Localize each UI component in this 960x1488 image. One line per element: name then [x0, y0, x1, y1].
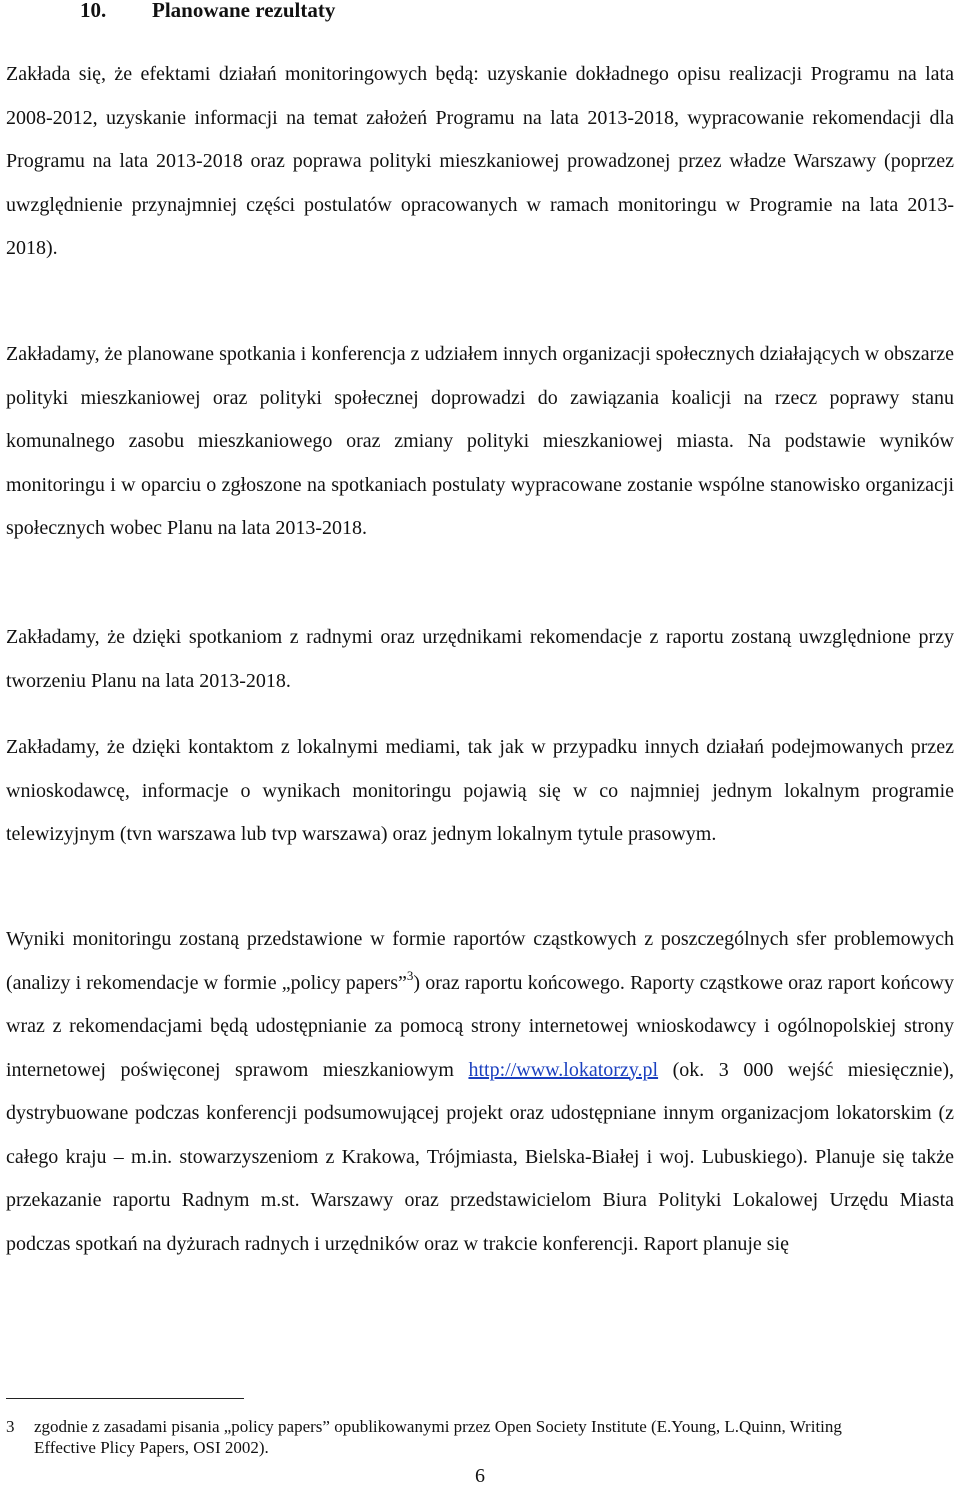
footnote-number: 3: [6, 1417, 15, 1436]
paragraph-5-part-3: (ok. 3 000 wejść miesięcznie), dystrybuowane podczas konferencji podsumowującej projekt oraz udostępniane innym organizacjom lokatorskim (z całego kraju – m.in. stowarzyszeniom z Krakowa, Trójmiasta, Bielska-Białej i woj. Lubuskiego). Planuje się także przekazanie raportu Radnym m.st. Warszawy oraz przedstawicielom Biura Polityki Lokalowej Urzędu Miasta podczas spotkań na dyżurach radnych i urzędników oraz w trakcie konferencji. Raport planuje się: [6, 1058, 954, 1255]
footnote: [6, 1416, 954, 1458]
section-title: Planowane rezultaty: [152, 0, 336, 22]
paragraph-5-part-1: Wyniki monitoringu zostaną przedstawione w formie raportów cząstkowych z poszczególnych sfer problemowych (analizy i rekomendacje w formie „policy papers”: [6, 928, 954, 994]
paragraph-5: [6, 918, 954, 1266]
footnote-text: zgodnie z zasadami pisania „policy papers” opublikowanymi przez Open Society Institute (E.Young, L.Quinn, Writing Effective Plicy Papers, OSI 2002).: [34, 1417, 842, 1457]
paragraph-1: Zakłada się, że efektami działań monitoringowych będą: uzyskanie dokładnego opisu realizacji Programu na lata 2008-2012, uzyskanie informacji na temat założeń Programu na lata 2013-2018, wypracowanie rekomendacji dla Programu na lata 2013-2018 oraz poprawa polityki mieszkaniowej prowadzonej przez władze Warszawy (poprzez uwzględnienie przynajmniej części postulatów opracowanych w ramach monitoringu w Programie na lata 2013-2018).: [6, 63, 954, 259]
page-number: 6: [475, 1465, 485, 1487]
paragraph-3: Zakładamy, że dzięki spotkaniom z radnymi oraz urzędnikami rekomendacje z raportu zostaną uwzględnione przy tworzeniu Planu na lata 2013-2018.: [6, 626, 954, 692]
section-heading: [80, 0, 335, 28]
section-number: 10.: [80, 0, 107, 22]
footnote-separator: [6, 1398, 244, 1399]
lokatorzy-link[interactable]: http://www.lokatorzy.pl: [468, 1058, 659, 1081]
paragraph-4: Zakładamy, że dzięki kontaktom z lokalnymi mediami, tak jak w przypadku innych działań podejmowanych przez wnioskodawcę, informacje o wynikach monitoringu pojawią się w co najmniej jednym lokalnym programie telewizyjnym (tvn warszawa lub tvp warszawa) oraz jednym lokalnym tytule prasowym.: [6, 736, 954, 845]
footnote-reference[interactable]: 3: [406, 967, 414, 983]
paragraph-2: Zakładamy, że planowane spotkania i konferencja z udziałem innych organizacji społecznych działających w obszarze polityki mieszkaniowej oraz polityki społecznej doprowadzi do zawiązania koalicji na rzecz poprawy stanu komunalnego zasobu mieszkaniowego oraz zmiany polityki mieszkaniowej miasta. Na podstawie wyników monitoringu i w oparciu o zgłoszone na spotkaniach postulaty wypracowane zostanie wspólne stanowisko organizacji społecznych wobec Planu na lata 2013-2018.: [6, 343, 954, 539]
paragraph-5-part-2: ) oraz raportu końcowego. Raporty cząstkowe oraz raport końcowy wraz z rekomendacjami będą udostępnianie za pomocą strony internetowej wnioskodawcy i ogólnopolskiej strony internetowej poświęconej sprawom mieszkaniowym: [6, 971, 954, 1081]
